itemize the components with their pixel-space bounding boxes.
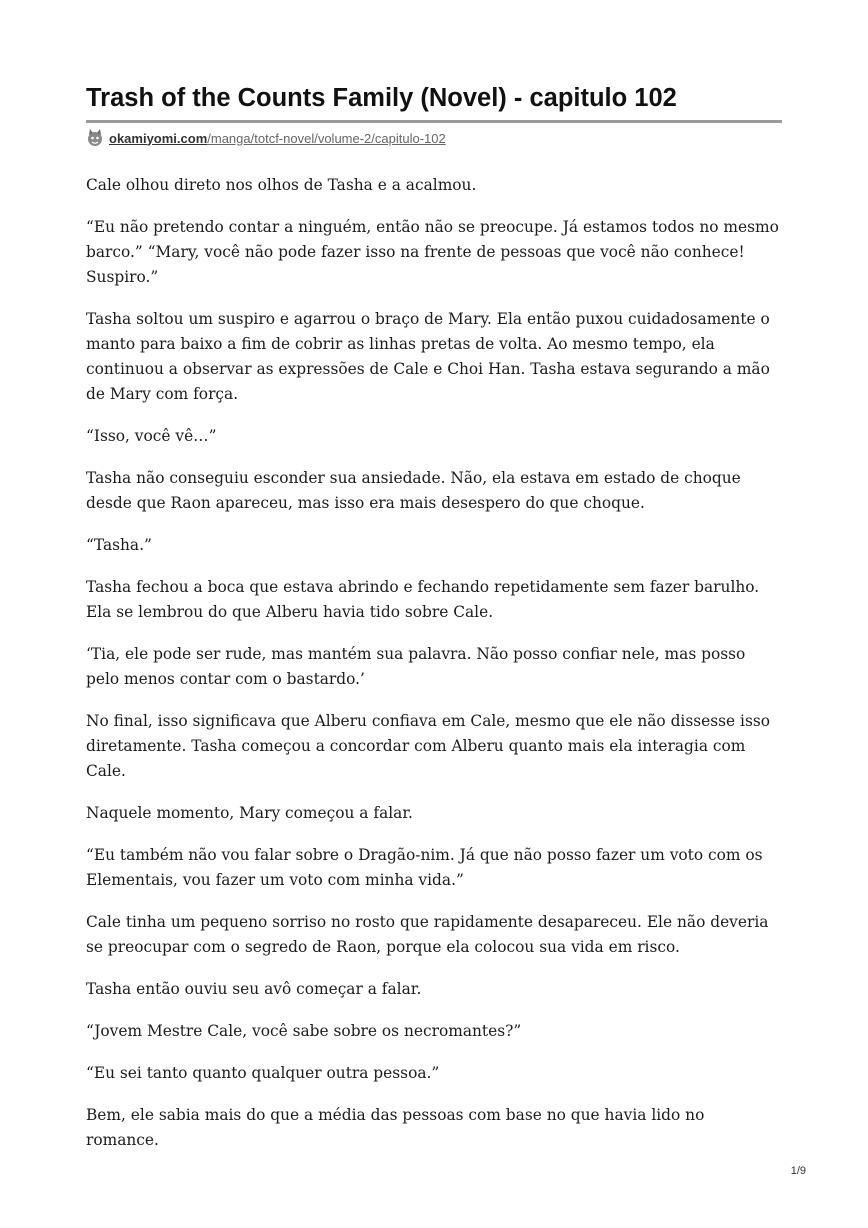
page-number: 1/9: [790, 1165, 806, 1177]
paragraph: Cale olhou direto nos olhos de Tasha e a acalmou.: [86, 176, 477, 194]
paragraph: Tasha então ouviu seu avô começar a falar.: [86, 980, 422, 998]
paragraph: No final, isso significava que Alberu confiava em Cale, mesmo que ele não dissesse isso diretamente. Tasha começou a concordar com Alberu quanto mais ela interagia com Cale.: [86, 712, 771, 780]
chapter-body: [86, 173, 782, 1170]
title-divider: [86, 120, 782, 123]
paragraph: “Jovem Mestre Cale, você sabe sobre os necromantes?”: [86, 1022, 522, 1040]
page-title: Trash of the Counts Family (Novel) - capitulo 102: [86, 84, 677, 112]
source-domain[interactable]: okamiyomi.com: [109, 130, 208, 146]
paragraph: Tasha soltou um suspiro e agarrou o braço de Mary. Ela então puxou cuidadosamente o manto para baixo a fim de cobrir as linhas pretas de volta. Ao mesmo tempo, ela continuou a observar as expressões de Cale e Choi Han. Tasha estava segurando a mão de Mary com força.: [86, 310, 770, 403]
paragraph: Cale tinha um pequeno sorriso no rosto que rapidamente desapareceu. Ele não deveria se preocupar com o segredo de Raon, porque ela colocou sua vida em risco.: [86, 913, 769, 956]
paragraph: “Eu não pretendo contar a ninguém, então não se preocupe. Já estamos todos no mesmo barco.” “Mary, você não pode fazer isso na frente de pessoas que você não conhece! Suspiro.”: [86, 218, 779, 286]
paragraph: “Isso, você vê…”: [86, 427, 217, 445]
paragraph: “Tasha.”: [86, 536, 152, 554]
paragraph: Tasha fechou a boca que estava abrindo e fechando repetidamente sem fazer barulho. Ela se lembrou do que Alberu havia tido sobre Cale.: [86, 578, 760, 621]
paragraph: “Eu sei tanto quanto qualquer outra pessoa.”: [86, 1064, 440, 1082]
source-path[interactable]: /manga/totcf-novel/volume-2/capitulo-102: [207, 130, 446, 146]
source-link[interactable]: [86, 128, 446, 148]
paragraph: Naquele momento, Mary começou a falar.: [86, 804, 413, 822]
paragraph: Bem, ele sabia mais do que a média das pessoas com base no que havia lido no romance.: [86, 1106, 705, 1149]
paragraph: ‘Tia, ele pode ser rude, mas mantém sua palavra. Não posso confiar nele, mas posso pelo menos contar com o bastardo.’: [86, 645, 746, 688]
paragraph: Tasha não conseguiu esconder sua ansiedade. Não, ela estava em estado de choque desde que Raon apareceu, mas isso era mais desespero do que choque.: [86, 469, 741, 512]
paragraph: “Eu também não vou falar sobre o Dragão-nim. Já que não posso fazer um voto com os Elementais, vou fazer um voto com minha vida.”: [86, 846, 763, 889]
wolf-logo-icon: [86, 129, 104, 147]
